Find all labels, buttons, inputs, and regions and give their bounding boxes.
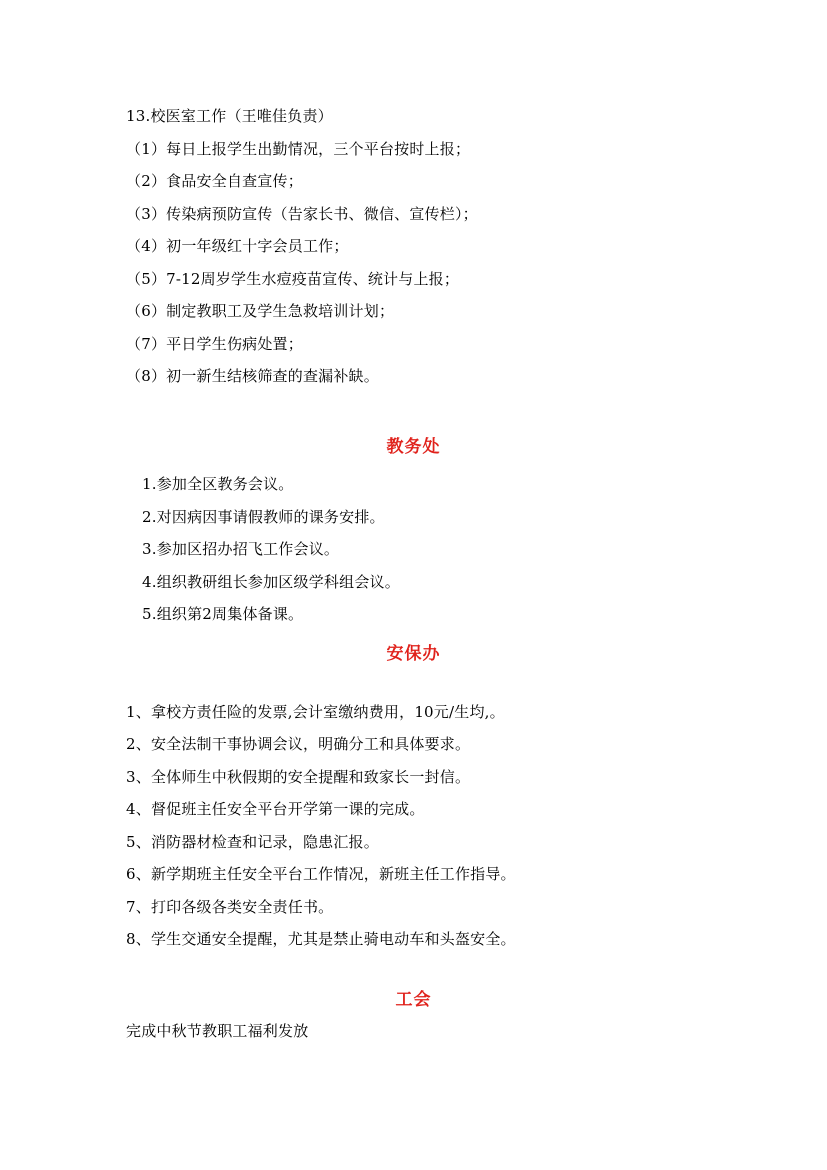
security-heading: 安保办	[386, 644, 441, 664]
clinic-item-8: （8）初一新生结核筛查的查漏补缺。	[126, 367, 379, 385]
clinic-item-3: （3）传染病预防宣传（告家长书、微信、宣传栏）；	[126, 205, 478, 223]
academic-item-2: 2.对因病因事请假教师的课务安排。	[142, 508, 385, 526]
security-item-2: 2、安全法制干事协调会议，明确分工和具体要求。	[126, 735, 471, 753]
union-heading: 工会	[395, 990, 432, 1010]
clinic-item-5: （5）7-12周岁学生水痘疫苗宣传、统计与上报；	[126, 270, 460, 288]
security-item-6: 6、新学期班主任安全平台工作情况，新班主任工作指导。	[126, 865, 516, 883]
union-item-1: 完成中秋节教职工福利发放	[126, 1022, 309, 1040]
clinic-item-4: （4）初一年级红十字会员工作；	[126, 237, 349, 255]
academic-item-4: 4.组织教研组长参加区级学科组会议。	[142, 573, 400, 591]
academic-item-5: 5.组织第2周集体备课。	[142, 605, 304, 623]
clinic-item-6: （6）制定教职工及学生急救培训计划；	[126, 302, 395, 320]
academic-item-3: 3.参加区招办招飞工作会议。	[142, 540, 340, 558]
clinic-item-2: （2）食品安全自查宣传；	[126, 172, 303, 190]
security-item-1: 1、拿校方责任险的发票,会计室缴纳费用，10元/生均,。	[126, 703, 505, 721]
clinic-title: 13.校医室工作（王唯佳负责）	[126, 107, 333, 125]
academic-heading: 教务处	[386, 437, 441, 457]
clinic-item-7: （7）平日学生伤病处置；	[126, 335, 303, 353]
security-item-7: 7、打印各级各类安全责任书。	[126, 898, 334, 916]
clinic-item-1: （1）每日上报学生出勤情况，三个平台按时上报；	[126, 140, 471, 158]
security-item-8: 8、学生交通安全提醒，尤其是禁止骑电动车和头盔安全。	[126, 930, 516, 948]
security-item-5: 5、消防器材检查和记录，隐患汇报。	[126, 833, 379, 851]
security-item-3: 3、全体师生中秋假期的安全提醒和致家长一封信。	[126, 768, 471, 786]
security-item-4: 4、督促班主任安全平台开学第一课的完成。	[126, 800, 425, 818]
academic-item-1: 1.参加全区教务会议。	[142, 475, 294, 493]
